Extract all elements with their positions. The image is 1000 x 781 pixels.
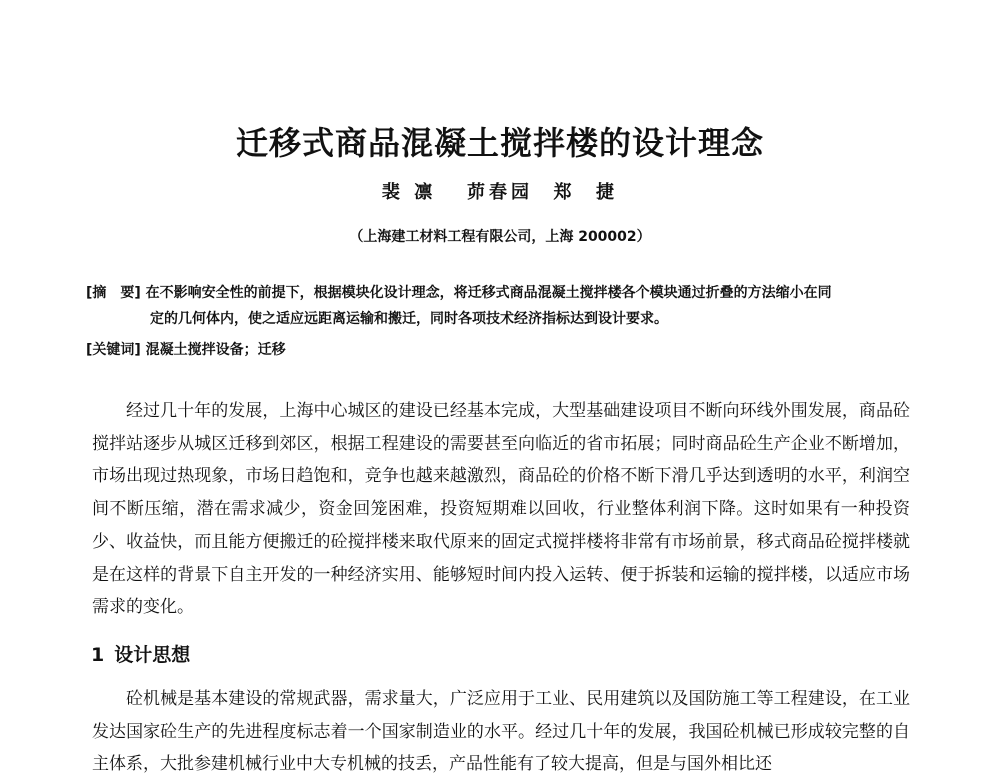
- author-list: 裴 凛 茆春园 郑 捷: [381, 182, 619, 203]
- abstract-label: [摘 要]: [86, 285, 141, 301]
- affiliation: （上海建工材料工程有限公司，上海 200002）: [349, 229, 651, 245]
- section-number: 1: [91, 644, 105, 666]
- keywords-label: [关键词]: [86, 342, 141, 358]
- paper-title: 迁移式商品混凝土搅拌楼的设计理念: [235, 124, 764, 162]
- keywords-text: 混凝土搅拌设备；迁移: [145, 342, 286, 358]
- abstract-text-line-2: 定的几何体内，使之适应远距离运输和搬迁，同时各项技术经济指标达到设计要求。: [150, 311, 668, 327]
- section-heading: [91, 641, 190, 669]
- section-title: 设计思想: [114, 644, 191, 666]
- abstract-block: [86, 280, 916, 332]
- abstract-line-1: [86, 280, 916, 306]
- abstract-text-line-1: 在不影响安全性的前提下，根据模块化设计理念，将迁移式商品混凝土搅拌楼各个模块通过折叠的方法缩小在同: [145, 285, 832, 301]
- keywords-block: [86, 337, 916, 363]
- section-paragraph: 砼机械是基本建设的常规武器，需求量大，广泛应用于工业、民用建筑以及国防施工等工程建设，在工业发达国家砼生产的先进程度标志着一个国家制造业的水平。经过几十年的发展，我国砼机械已形成较完整的自主体系，大批参建机械行业中大专机械的技丢，产品性能有了较大提高，但是与国外相比还: [92, 689, 910, 775]
- intro-paragraph: 经过几十年的发展，上海中心城区的建设已经基本完成，大型基础建设项目不断向环线外围发展，商品砼搅拌站逐步从城区迁移到郊区，根据工程建设的需要甚至向临近的省市拓展；同时商品砼生产企业不断增加，市场出现过热现象，市场日趋饱和，竞争也越来越激烈，商品砼的价格不断下滑几乎达到透明的水平，利润空间不断压缩，潜在需求减少，资金回笼困难，投资短期难以回收，行业整体利润下降。这时如果有一种投资少、收益快，而且能方便搬迁的砼搅拌楼来取代原来的固定式搅拌楼将非常有市场前景，移式商品砼搅拌楼就是在这样的背景下自主开发的一种经济实用、能够短时间内投入运转、便于拆装和运输的搅拌楼，以适应市场需求的变化。: [92, 401, 910, 618]
